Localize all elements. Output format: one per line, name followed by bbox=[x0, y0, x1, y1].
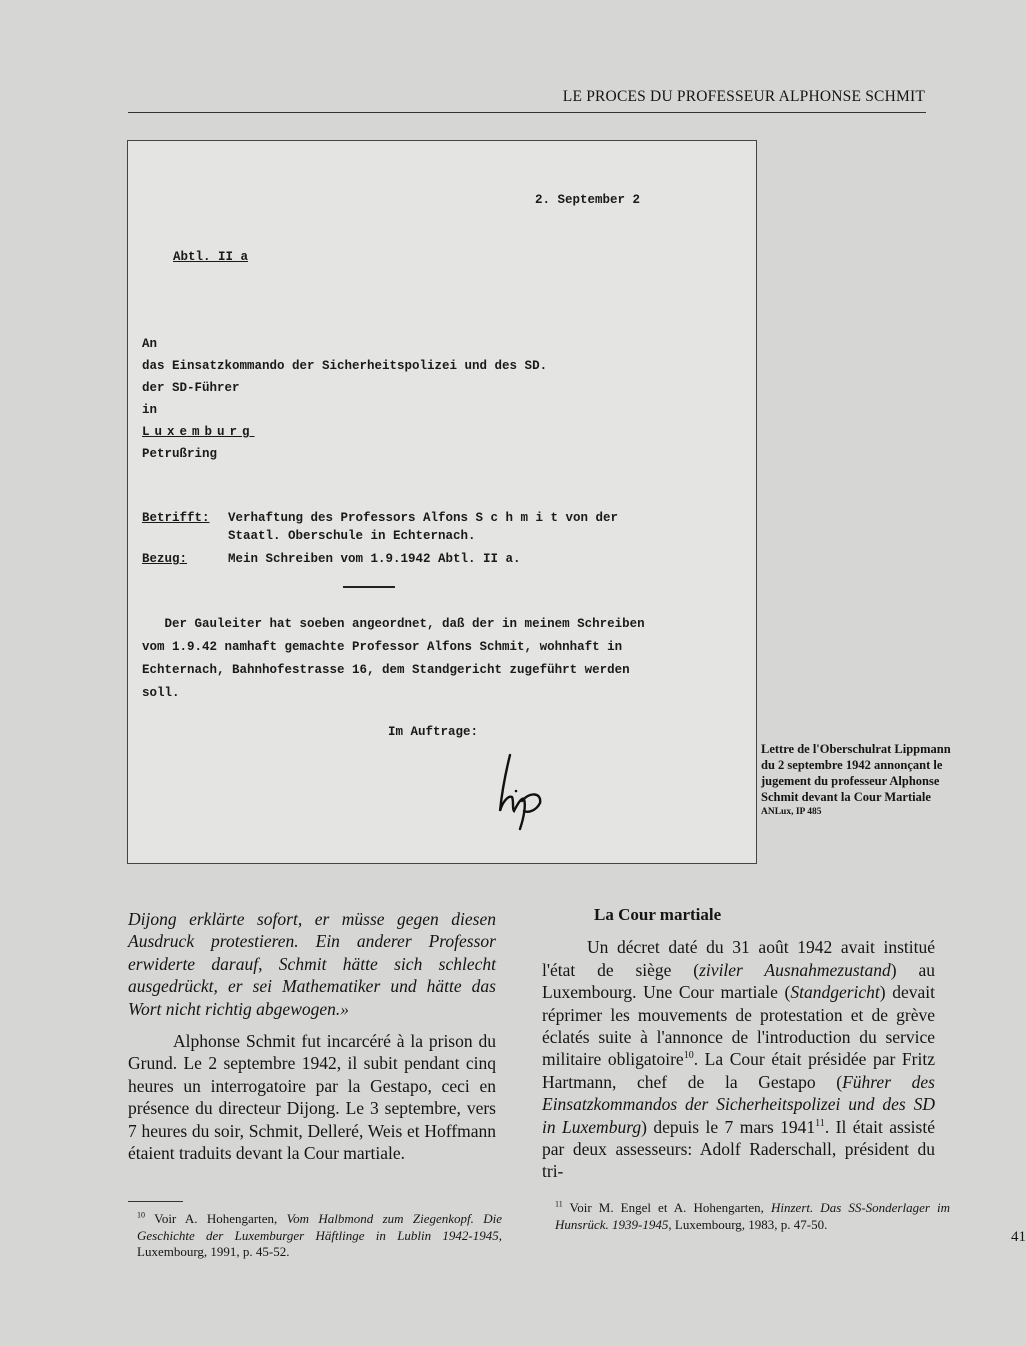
text-italic: Vom Halbmond zum Ziegenkopf. Die Geschichte der Luxemburger Häftlinge in Lublin 1942-1945 bbox=[137, 1211, 502, 1243]
betrifft-label: Betrifft: bbox=[142, 511, 210, 525]
body-paragraph bbox=[542, 936, 935, 1182]
left-column bbox=[128, 908, 496, 1164]
letter-closing: Im Auftrage: bbox=[388, 725, 479, 739]
address-line: An bbox=[142, 337, 158, 351]
text: Voir A. Hohengarten, bbox=[145, 1211, 287, 1226]
separator bbox=[343, 586, 395, 588]
address-line: in bbox=[142, 403, 158, 417]
text: . La Cour était présidée par Fritz Hartmann, chef de la Gestapo ( bbox=[542, 1049, 935, 1092]
text: , Luxembourg, 1991, p. 45-52. bbox=[137, 1227, 502, 1259]
footnote-11 bbox=[555, 1200, 950, 1233]
text-italic: ziviler Ausnahmezustand bbox=[699, 959, 891, 980]
caption-source: ANLux, IP 485 bbox=[761, 807, 822, 817]
address-line: der SD-Führer bbox=[142, 381, 240, 395]
caption-text: Lettre de l'Oberschulrat Lippmann du 2 septembre 1942 annonçant le jugement du professeur Alphonse Schmit devant la Cour Martiale bbox=[761, 742, 951, 804]
footnote-number: 10 bbox=[137, 1210, 145, 1220]
body-paragraph: Alphonse Schmit fut incarcéré à la prison du Grund. Le 2 septembre 1942, il subit pendant cinq heures un interrogatoire par la Gestapo, ceci en présence du directeur Dijong. Le 3 septembre, vers 7 heures du soir, Schmit, Delleré, Weis et Hoffmann étaient traduits devant la Cour martiale. bbox=[128, 1031, 496, 1164]
page-number: 41 bbox=[1011, 1229, 1026, 1245]
letter-department: Abtl. II a bbox=[173, 250, 249, 264]
facsimile-letter bbox=[127, 140, 757, 864]
bezug-label: Bezug: bbox=[142, 552, 188, 566]
text: Voir M. Engel et A. Hohengarten, bbox=[562, 1200, 771, 1215]
header-rule bbox=[128, 112, 926, 113]
letter-body-line: soll. bbox=[142, 686, 180, 700]
footnote-ref: 10 bbox=[683, 1050, 694, 1062]
text-italic: Hinzert. Das SS-Sonderlager im Hunsrück. 1939-1945 bbox=[555, 1200, 951, 1232]
text: ) au Luxembourg. Une Cour martiale ( bbox=[542, 959, 935, 1003]
text: , Luxembourg, 1983, p. 47-50. bbox=[668, 1216, 828, 1232]
text: ) depuis le 7 mars 1941 bbox=[641, 1116, 816, 1137]
letter-date: 2. September 2 bbox=[535, 193, 641, 207]
footnote-ref: 11 bbox=[815, 1117, 825, 1129]
footnote-10 bbox=[137, 1211, 502, 1261]
figure-caption bbox=[761, 741, 961, 819]
handwritten-signature bbox=[488, 751, 568, 831]
betrifft-text: Verhaftung des Professors Alfons S c h m i t von der bbox=[228, 511, 619, 525]
text: . Il était assisté par deux assesseurs: Adolf Raderschall, président du tri- bbox=[542, 1116, 935, 1182]
text: Un décret daté du 31 août 1942 avait institué l'état de siège ( bbox=[542, 937, 935, 980]
letter-body-line: Der Gauleiter hat soeben angeordnet, daß der in meinem Schreiben bbox=[142, 617, 645, 631]
footnote-number: 11 bbox=[555, 1199, 563, 1209]
letter-body-line: Echternach, Bahnhofestrasse 16, dem Standgericht zugeführt werden bbox=[142, 663, 630, 677]
letter-body-line: vom 1.9.42 namhaft gemachte Professor Alfons Schmit, wohnhaft in bbox=[142, 640, 623, 654]
bezug-text: Mein Schreiben vom 1.9.1942 Abtl. II a. bbox=[228, 552, 521, 566]
right-column bbox=[542, 904, 935, 1183]
running-head: LE PROCES DU PROFESSEUR ALPHONSE SCHMIT bbox=[562, 88, 925, 105]
betrifft-text: Staatl. Oberschule in Echternach. bbox=[228, 529, 476, 543]
text-italic: Führer des Einsatzkommandos der Sicherheitspolizei und des SD in Luxemburg bbox=[542, 1071, 935, 1137]
text-italic: Standgericht bbox=[790, 982, 880, 1003]
section-heading: La Cour martiale bbox=[594, 905, 722, 924]
address-street: Petrußring bbox=[142, 447, 218, 461]
address-line: das Einsatzkommando der Sicherheitspolizei und des SD. bbox=[142, 359, 548, 373]
footnote-rule bbox=[128, 1201, 183, 1202]
address-city: Luxemburg bbox=[142, 425, 255, 439]
text: ) devait réprimer les mouvements de protestation et de grève éclatés suite à l'annonce de l'introduction du service militaire obligatoire bbox=[542, 982, 935, 1070]
quote-paragraph: Dijong erklärte sofort, er müsse gegen diesen Ausdruck protestieren. Ein anderer Professor erwiderte darauf, Schmit hätte sich schlecht ausgedrückt, er sei Mathematiker und hätte das Wort nicht richtig abgewogen.» bbox=[128, 909, 496, 1019]
